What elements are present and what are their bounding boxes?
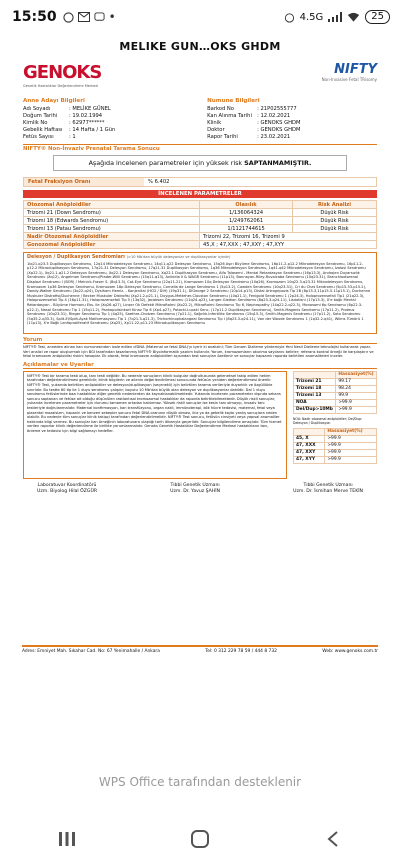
field-value: : 12.02.2021 [257,113,291,119]
patient-heading: Anne Adayı Bilgileri [23,98,85,104]
aciklama-text: NIFTY® Test bir tarama testi olup, tanı testi değildir. Bu nedenle sonuçların klinik bulgular doğrultusunda geleneksel takip edilen hekim tarafından değerlendirilmesi gereklidir; klinik bilgilerin ve ailenin değerlendirilmesi sonucunda fetüsün yeniden değerlendirmesi önerilir. NIFTY® Test, yukarıda belirtilen anöploidiler ve delesyon/duplikasyon (seçenekli) için belirtilen tarama verileriyle duyarlılık ve özgüllükle sınırlıdır. Bu testte 60 tip ile 1 duyu sendromu çalışılır; boyutu 10 Mb'dan büyük olan delesyon ve duplikasyonlar dahildir. Dal 1 duyu sendromu fetüslerinde bazı hastalıklar diğer genetik nedenlerden da kaynaklanabilmektedir. Yukarıda incelenen parametreler dışında sekans sonucu saptanan ve fetüse ait olduğu düşünülen rastlantısal kromozomal hastalıklar da raporda belirtilebilmektedir. Düşük riskli sonuçlar, yukarıda incelenen parametreler için durumu tamamen ortadan kaldırmaz. Yüksek riskli sonuçlar ise kesin tanı olmayıp, invaziv tanı testleriyle doğrulanmalıdır. Maternal konfirmasyon, kan transfüzyonu, organ nakli, immünoterapi, kök hücre tedavisi, maternal, fetal veya plasental mozaisizm, hapanin ve benzeri sebepler sonucu fetal DNA oranının düşük olması, ikiz ya da gebelik kaybı yanlış sonuçlara neden olabilir. Bu nedenle tüm sonuçlar klinik takipçi tarafından değerlendirilmelidir. NIFTY® Test sonucu, fetüsün cinsiyeti veya yapısal anomaliler hakkında bilgi vermez. Bu sonuçlar kan örneğinin laboratuvara ulaştığı tarih itibarıyla geçerlidir. Sonuçlar bilgilendirme amaçlıdır. Tüm hizmet verilen raporlar klinik değerlendirme ile birlikte yorumlanmalıdır. Genoks Genetik Hastalıklar Değerlendirme Merkezi hastalıkların tanı, önleme ve tedavisi için bilgi sağlamayı hedefler. [23,371,287,479]
table-cell: >99.9 [325,435,377,442]
footer-phone: Tel: 0 312 229 78 59 / 444 8 732 [205,649,277,654]
table-row [24,217,377,225]
table-row [294,392,377,399]
sample-info [207,98,377,141]
nadir-value: Trizomi 22, Trizomi 16, Trizomi 9 [200,233,377,241]
table-cell: Trizomi 13 (Patau Sendromu) [24,225,200,233]
table-header [24,201,377,209]
header-cell: Hassasiyet(%) [325,428,377,435]
field-value: : 19.02.1994 [69,113,103,119]
field-value: : 21P02555777 [257,106,297,112]
fetal-fraction [23,177,377,187]
field-value: : MELİKE GÜNEL [69,106,111,112]
genoks-logo-text: GENOKS [23,62,102,83]
table-cell: >99.9 [325,442,377,449]
patient-row [23,113,193,120]
table-cell: Del/Dup>10Mb [294,406,336,413]
signature-block [293,483,363,495]
field-label: Kan Alınma Tarihi [207,113,252,119]
wifi-icon [347,12,360,22]
summary-text: Aşağıda incelenen parametreler için yüksek risk [88,159,245,167]
table-cell: 98.24 [336,385,377,392]
table-row [24,209,377,217]
table-cell: >99.9 [325,449,377,456]
table-row [294,456,377,463]
screen-title: NIFTY® Non-İnvaziv Prenatal Tarama Sonucu [23,146,160,152]
field-label: Fetüs Sayısı [23,134,54,140]
footer-web: Web: www.genoks.com.tr [322,649,378,654]
patient-row [23,127,193,134]
header-cell: Otozomal Anöploidiler [24,201,200,209]
header-cell [294,371,336,378]
patient-info [23,98,193,141]
deletion-title [27,255,373,261]
sample-row [207,120,377,127]
sensitivity-table-1 [293,371,377,414]
header-cell: Risk Analizi [293,201,377,209]
table-row [294,449,377,456]
table-cell: 45, X [294,435,325,442]
field-value: : 14 Hafta / 1 Gün [69,127,116,133]
field-label: Kimlik No [23,120,48,126]
more-dot-icon: • [108,10,116,24]
table-cell: Düşük Risk [293,217,377,225]
table-cell: 99.9 [336,392,377,399]
battery-indicator: 25 [365,10,390,24]
deletion-duplication-box [23,252,377,334]
back-icon [326,830,340,848]
signature-block [37,483,97,495]
mail-icon [78,12,90,22]
header-cell: Hassasiyet(%) [336,371,377,378]
sample-row [207,113,377,120]
table-cell: >99.9 [325,456,377,463]
status-time: 15:50 [12,9,57,25]
nadir-label: Nadir Otozomal Anöploidiler [24,233,200,241]
deletion-title-note: (>10 Mb'dan büyük delesyonlar ve duplikasyonlar içindir) [126,255,231,259]
table-row [294,378,377,385]
table-row [24,233,377,241]
document-title: MELIKE GUN…OKS GHDM [119,40,281,53]
signatures [23,483,377,495]
nifty-logo-sub: Non-Invasive Fetal TRisomy [321,77,377,82]
patient-row [23,120,193,127]
result-summary [53,155,347,171]
params-table [23,200,377,249]
patient-row [23,134,193,141]
whatsapp-icon [63,12,74,23]
field-label: Adı Soyadı [23,106,51,112]
header-cell [294,428,325,435]
pdf-page[interactable] [22,62,378,660]
signature-title: Laboratuvar Koordinatörü [37,482,97,488]
gonozomal-value: 45,X ; 47,XXX ; 47,XXY ; 47,XYY [200,241,377,249]
signature-name: Uzm. Biyolog Hilal ÖZGÜR [37,488,98,494]
field-label: Barkod No [207,106,234,112]
table-row [24,225,377,233]
table-row [294,406,377,413]
notification-icons [63,10,116,24]
sample-row [207,106,377,113]
divider [23,144,377,145]
field-value: : 1 [69,134,76,140]
network-label: 4.5G [299,11,324,23]
fetal-fraction-value: % 6.402 [148,179,170,185]
genoks-logo-sub: Genetik Hastalıklar Değerlendirme Merkezi [23,84,99,88]
table-cell: 1/136064324 [200,209,293,217]
home-icon [190,829,210,849]
gonozomal-label: Gonozomal Anöploidiler [24,241,200,249]
table-row [294,399,377,406]
status-bar [0,0,400,34]
sensitivity-note: NOA: Nadir otozomal anöploidiler; Del/Dup: Delesyon / Duplikasyon [293,416,363,425]
status-right [284,10,390,24]
field-label: Doğum Tarihi [23,113,58,119]
recent-apps-icon [58,831,76,847]
field-value: : 23.02.2021 [257,134,291,140]
aciklama-section [23,362,377,369]
sensitivity-table-2 [293,428,377,464]
back-button[interactable] [318,824,348,854]
signature-name: Uzm. Dr. Yavuz ŞAHİN [170,488,221,494]
table-cell: Düşük Risk [293,209,377,217]
summary-bold: SAPTANMAMIŞTIR. [244,159,312,167]
signature-name: Uzm. Dr. İsmihan Merve TEKİN [293,488,363,494]
field-value: : GENOKS GHDM [257,127,301,133]
field-label: Rapor Tarihi [207,134,238,140]
field-value: : 62977****** [69,120,105,126]
nifty-logo-text: NIFTY [334,62,377,77]
table-row [294,442,377,449]
report-footer [22,645,378,654]
recent-apps-button[interactable] [52,824,82,854]
signal-icon [328,12,342,22]
info-section [23,98,377,141]
table-cell: 1/249762061 [200,217,293,225]
field-label: Gebelik Haftası [23,127,63,133]
table-row [294,435,377,442]
patient-row [23,106,193,113]
table-cell: 47, XXX [294,442,325,449]
table-cell: >99.9 [336,406,377,413]
fetal-fraction-label: Fetal Fraksiyon Oranı [24,178,144,186]
lower-section [23,371,377,479]
nifty-logo [322,62,377,82]
table-cell: 99.17 [336,378,377,385]
deletion-text: 1lq21.q23.3 Duplikasyon Sendromu, 12q14 Mikrodelesyon Sendromu, 14q11-q22 Delesyon Sendromu, 15q26 Aşırı Büyüme Sendromu, 16p11.2-p12.2 Mikrodelesyon Sendromu, 16p11.2-p12.2 Mikroduplikasyon Sendromu, 17q21.31 Delesyon Sendromu, 17q21.31 Duplikasyon Sendromu, 1q36 Mikrodelesyon Sendromu, 1q41-q42 Mikrodelesyon Sendromu, İzolasi Sendromu (Xp22.1), Xq21.1-q21.2 Delesyon Sendromu, Xq22.1 Delesyon Sendromu, Xq22.1 Duplikasyon Sendromu, Alfa Talasemi - Mental Retardasyon Sendromu (16p13.3), Androjen Duyarsızlık Sendromu (Xq12), Angelman Sendromu/Prader-Willi Sendromu (15q11-q13), Anikidia II & WAGR Sendromu (11p13), Bannayan-Riley-Ruvalcaba Sendromu (10q23.31), Branchiootorenal Displazi Sendromu I (BOR) / Melnick-Fraser S. (8q13.3), Cat-Eye Sendromu (22q11.21), Kromozom 10q Delesyon Sendromu (10q26), Kromozom 10q22.3-q23.31 Mikrodelesyon Sendromu, Kromozom 1p36 Delesyon Sendromu, Kromozom 18p Delesyon Sendromu, Cornelia de Lange Sendromu 1 (5p13.2), Cowden Sendromu (10q23.31), Cri du Chat Sendromu (5p15.33-p15.2), Dandy-Walker Sendromu (3q22-q24), Dysiham Hemiz. - Konjenital (HCD / DiH) (19p31.1), DiGeorge 2 Sendromu (10p14-p13), Distal Artrogripozis Tip 2B (8p13.3,11p15.5-11p15.1), Duchenne Muskuler Distrofisi/Duchenne / Becker Muskuler Distrofisi (Xp21.2-p21.1), Duygus-Metteher-Clouston Sendromu (10q21.1), Fenigold Sendromu 1 (2p24.3), Holoprozensefali Tip1 (21q22.3), Holoprozensefali Tip 4 (16p11.31), Holoprozensefali Tip 5 (13q32), Jacobsen Sendromu (11q24-q23), Langer-Giedion Sendromu (8q23.3-q24.11), Lisdotisni (17p13.3), X'e bağlı Mental Retardasyon - Büyüme Hormonu Eks. ile (Xq26-q27), Linser Ok Defekti Mikroftalmi (Xp22.2), Mikroftalmi Sendromu Tip 6, Nephropathy (14q22.2-q22.3), Monosomi 6p Sendromu (6p22.3-p22.1), Nasal Sendromu Tip 1 (15q11.2), Pankopolisinkart Kinaz Tip 6 (Xp4-p27), Potocki-Lupski Senc. (17p11.2 Duplikasyon Sendromu), Smith-Magenis Sendromu (17p11.2), Proteus Sendromu (10q23.31), Rieger Sendromu Tip 1 (4q25), Saethre-Chotzen Sendromu (7p21.1), Sağırlık-İnfertilite Sendromu (15q15.3), Smith-Magenis Sendromu (17p11.2), Soto Sendromu (5q35.2-q35.3), Split-El/Split-Ayak Malformasyonu Tip 1 (7q21.3-q21.3), Trichorhinophalangeal Sendromu Tip I (8q23.3-q24.11), Van der Woude Sendromu 1 (1q32.2-q41), Wilms Tümörü 1 (11p13), X'e Bağlı Lenfoproliferatif Sendromu (Xq25), Xp11.22-p11.23 Mikroduplikasyon Sendromu [27,261,371,326]
yorum-section [23,337,377,359]
table-cell: 1/1121744615 [200,225,293,233]
table-header [294,371,377,378]
field-label: Klinik [207,120,222,126]
signature-block [170,483,220,495]
signature-title: Tıbbi Genetik Uzmanı [303,482,353,488]
table-cell: Trizomi 21 (Down Sendromu) [24,209,200,217]
aciklama-title: Açıklamalar ve Uyarılar [23,362,377,369]
message-icon [94,12,105,23]
table-row [294,385,377,392]
yorum-title: Yorum [23,337,377,344]
field-label: Doktor [207,127,225,133]
sensitivity-tables [293,371,377,479]
table-row [24,241,377,249]
table-cell: Trizomi 21 [294,378,336,385]
table-cell: Trizomi 13 [294,392,336,399]
report-header [23,62,377,96]
table-cell: Trizomi 18 (Edwards Sendromu) [24,217,200,225]
table-cell: Düşük Risk [293,225,377,233]
yorum-text: NIFTY® Test, anneden alınan kan numunesinden izole edilen cfDNA (Maternal ve fetal DNA)'yı içerir ki analizini; Tüm Genom Dizileme yöntemiyle Yeni Nesil Dizileme teknolojisi kullanarak yapar. Veri analizi ve rapor oluşturmak için BGI tarafından tasarlanmış NIFTY® Biyoinformatik yazılım kullanılır. Yorum, kromozomların okunma sayılarını belirler; referans kontrol örneği ile karşılaştırır ve fetal kromozom anöploidisi riskini hesaplar. Ek olarak, fetal kromozom anöploidileri açısından test sonuçları özetlenir ve sonuçlar kapsamlı raporda belirtilen anomaliteleri inceler. [23,345,374,359]
footer-address: Adres: Emniyet Mah. Sıkahar Cad. No: 67 Yenimahalle / Ankara [22,649,160,654]
deletion-title-text: Delesyon / Duplikasyon Sendromları [27,255,125,260]
signature-title: Tıbbi Genetik Uzmanı [170,482,220,488]
table-cell: >99.9 [336,399,377,406]
table-cell: 47, XYY [294,456,325,463]
table-cell: Trizomi 18 [294,385,336,392]
genoks-logo [23,62,101,88]
home-button[interactable] [185,824,215,854]
table-header [294,428,377,435]
system-nav-bar [0,812,400,866]
sample-row [207,127,377,134]
alarm-icon [284,12,295,23]
table-cell: NOA [294,399,336,406]
table-cell: 47, XXY [294,449,325,456]
sample-row [207,134,377,141]
wps-watermark: WPS Office tarafından desteklenir [98,775,302,789]
params-title: İNCELENEN PARAMETRELER [23,190,377,198]
header-cell: Olasılık [200,201,293,209]
field-value: : GENOKS GHDM [257,120,301,126]
sample-heading: Numune Bilgileri [207,98,260,104]
